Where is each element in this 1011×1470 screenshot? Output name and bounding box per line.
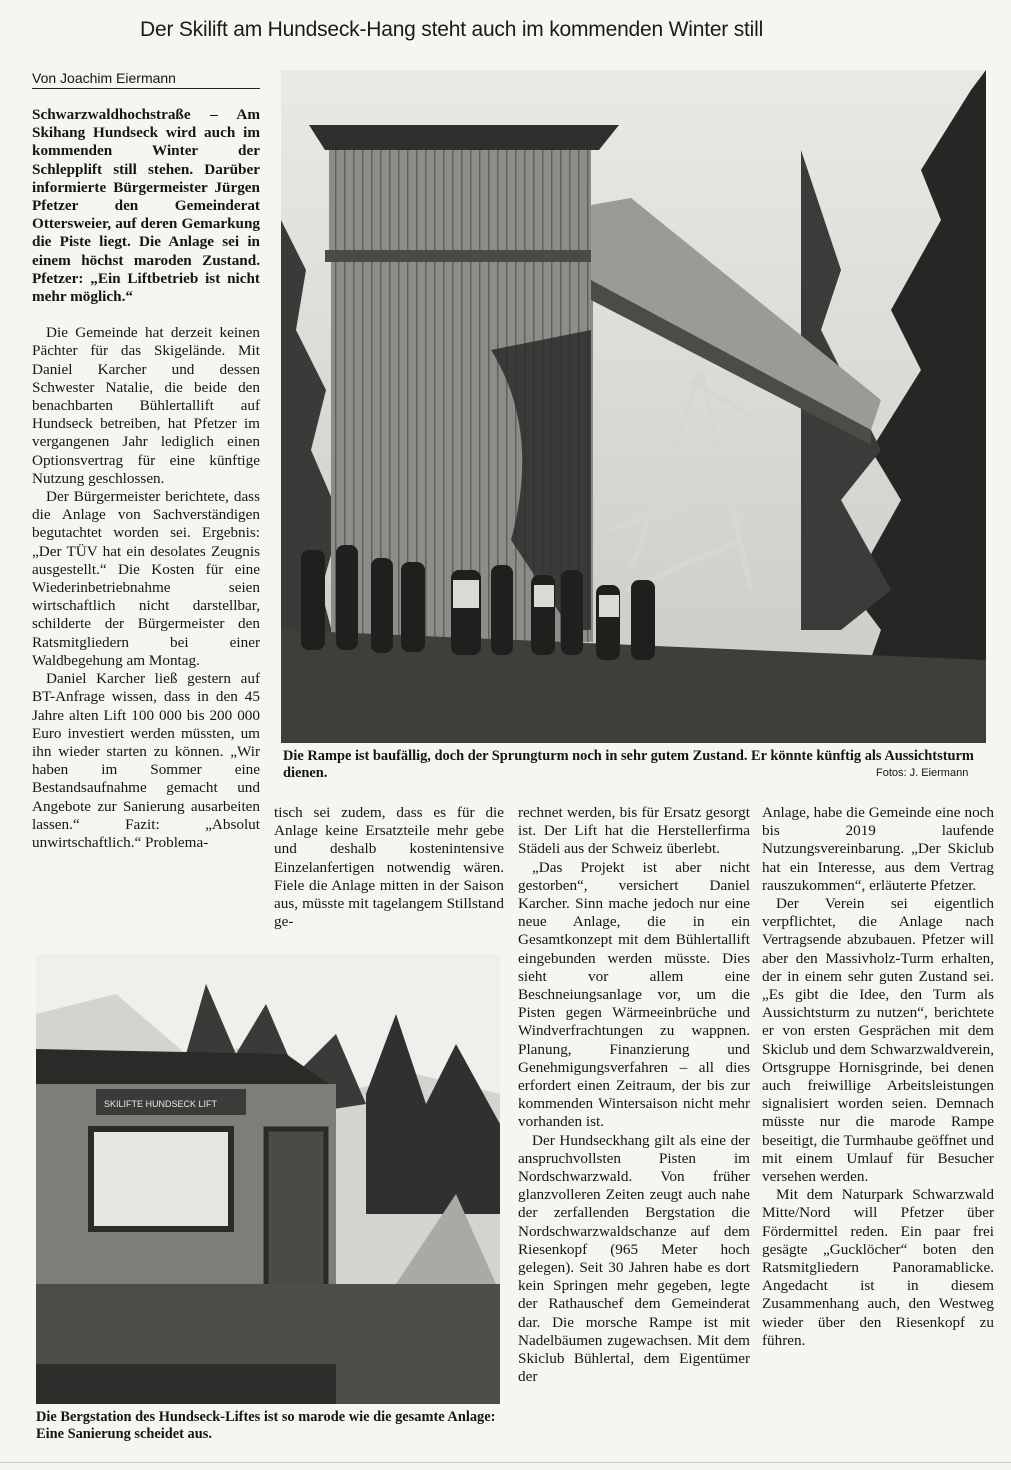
photo-mountain-station <box>36 954 500 1404</box>
column-2-top <box>274 804 504 931</box>
photo-ski-jump-tower <box>281 70 986 743</box>
paragraph: Mit dem Naturpark Schwarzwald Mitte/Nord will Pfetzer über Fördermittel reden. Ein paar frei gesägte „Gucklöcher“ boten den Ratsmitgliedern Panoramablicke. Angedacht ist in diesem Zusammenhang auch, den Westweg wieder über den Riesenkopf zu führen. <box>762 1186 994 1349</box>
photo-credit: Fotos: J. Eiermann <box>876 767 969 779</box>
article-headline: Der Skilift am Hundseck-Hang steht auch im kommenden Winter still <box>140 18 764 41</box>
paragraph: Der Verein sei eigentlich verpflichtet, die Anlage nach Vertragsende abzubauen. Pfetzer will aber den Massivholz-Turm erhalten, der in einem sehr guten Zustand sei. „Es gibt die Idee, den Turm als Aussichtsturm zu nutzen“, berichtete er von ersten Gesprächen mit dem Skiclub und dem Schwarzwaldverein, Ortsgruppe Hornisgrinde, bei denen auch freiwillige Arbeitsleistungen signalisiert worden seien. Demnach müsste nur die marode Rampe beseitigt, die Turmhaube geöffnet und mit einem Umlauf für Besucher versehen werden. <box>762 895 994 1186</box>
paragraph: rechnet werden, bis für Ersatz gesorgt ist. Der Lift hat die Herstellerfirma Städeli aus der Schweiz überlebt. <box>518 804 750 858</box>
paragraph: Der Hundseckhang gilt als eine der anspruchvollsten Pisten im Nordschwarzwald. Von früher glanzvolleren Zeiten zeugt auch nahe der zerfallenden Bergstation die Nordschwarzwaldschanze auf dem Riesenkopf (965 Meter hoch gelegen). Seit 30 Jahren habe es dort kein Springen mehr gegeben, legte der Rathauschef dem Gemeinderat dar. Die morsche Rampe ist mit Nadelbäumen zugewachsen. Mit dem Skiclub Bühlertal, dem Eigentümer der <box>518 1131 750 1386</box>
column-1 <box>32 106 260 852</box>
paragraph: tisch sei zudem, dass es für die Anlage keine Ersatzteile mehr gebe und deshalb kostenintensive Einzelanfertigen notwendig wären. Fiele die Anlage mitten in der Saison aus, müsste mit tagelangem Stillstand ge- <box>274 804 504 931</box>
paragraph: Der Bürgermeister berichtete, dass die Anlage von Sachverständigen begutachtet worden sei. Ergebnis: „Der TÜV hat ein desolates Zeugnis ausgestellt.“ Die Kosten für eine Wiederinbetriebnahme seien wirtschaftlich nicht darstellbar, schilderte der Bürgermeister den Ratsmitgliedern bei einer Waldbegehung am Montag. <box>32 488 260 669</box>
paragraph: Die Gemeinde hat derzeit keinen Pächter für das Skigelände. Mit Daniel Karcher und dessen Schwester Natalie, die beide den benachbarten Bühlertallift auf Hundseck betreiben, hat Pfetzer im vergangenen Jahr lediglich einen Optionsvertrag für eine künftige Nutzung geschlossen. <box>32 324 260 487</box>
column-3 <box>518 804 750 1387</box>
paragraph: Daniel Karcher ließ gestern auf BT-Anfrage wissen, dass in den 45 Jahre alten Lift 100 000 bis 200 000 Euro investiert werden müssten, um ihn wieder starten zu können. „Wir haben im Sommer eine Bestandsaufnahme gemacht und Angebote zur Sanierung ausarbeiten lassen.“ Fazit: „Absolut unwirtschaftlich.“ Problema- <box>32 670 260 851</box>
scan-edge-line <box>0 1462 1011 1463</box>
photo-1-caption: Die Rampe ist baufällig, doch der Sprungturm noch in sehr gutem Zustand. Er könnte künftig als Aussichtsturm dienen. <box>283 748 974 781</box>
lead-paragraph: Schwarzwaldhochstraße – Am Skihang Hundseck wird auch im kommenden Winter der Schlepplift still stehen. Darüber informierte Bürgermeister Jürgen Pfetzer den Gemeinderat Ottersweier, auf deren Gemarkung die Piste liegt. Die Anlage sei in einem höchst maroden Zustand. Pfetzer: „Ein Liftbetrieb ist nicht mehr möglich.“ <box>32 106 260 306</box>
paragraph: „Das Projekt ist aber nicht gestorben“, versichert Daniel Karcher. Sinn mache jedoch nur eine neue Anlage, die in ein Gesamtkonzept mit dem Bühlertallift eingebunden werden müsste. Dies sieht vor allem eine Beschneiungsanlage vor, um die Pisten gegen Wärmeeinbrüche und Windverfrachtungen zu wappnen. Planung, Finanzierung und Genehmigungsverfahren – all dies erfordert einen Zeitraum, der bis zur kommenden Wintersaison nicht mehr vorhanden ist. <box>518 858 750 1131</box>
column-4 <box>762 804 994 1350</box>
hut-sign-text: SKILIFTE HUNDSECK LIFT <box>104 1099 218 1109</box>
byline: Von Joachim Eiermann <box>32 70 260 89</box>
paragraph: Anlage, habe die Gemeinde eine noch bis 2019 laufende Nutzungsvereinbarung. „Der Skiclub hat ein Interesse, aus dem Vertrag rauszukommen“, erläuterte Pfetzer. <box>762 804 994 894</box>
photo-2-caption: Die Bergstation des Hundseck-Liftes ist so marode wie die gesamte Anlage: Eine Sanierung scheidet aus. <box>36 1409 496 1442</box>
